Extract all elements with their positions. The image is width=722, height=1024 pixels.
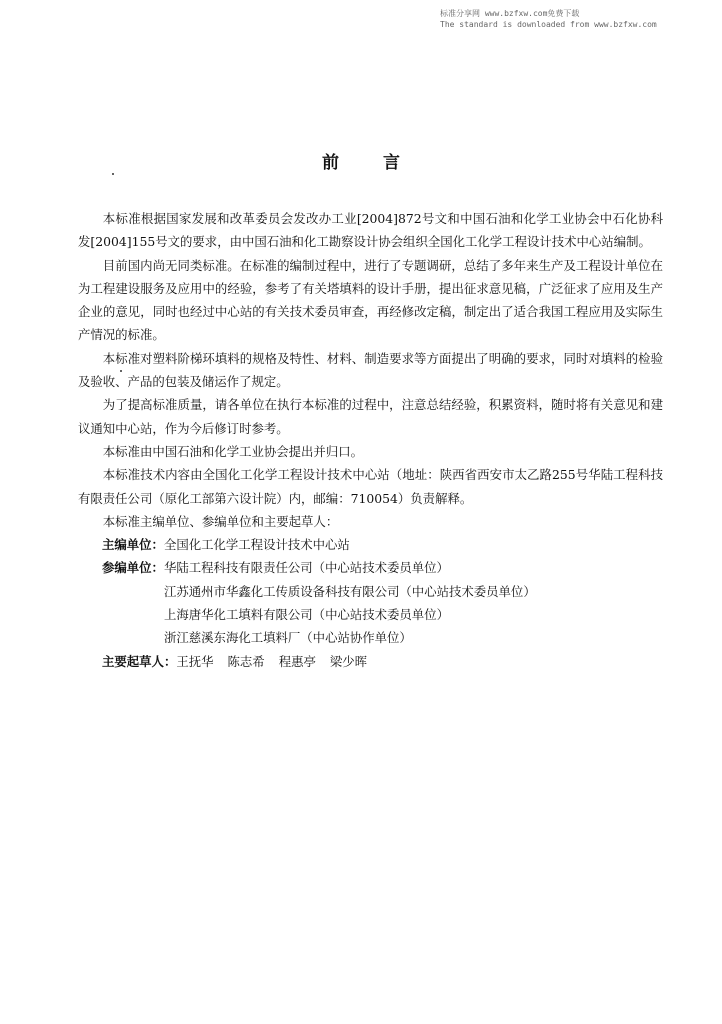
drafters-label: 主要起草人：	[102, 653, 177, 669]
drafter-name: 程惠亭	[278, 653, 316, 669]
paragraph-5: 本标准由中国石油和化学工业协会提出并归口。	[102, 443, 363, 459]
title-char-right: 言	[383, 153, 400, 173]
participating-unit-4: 浙江慈溪东海化工填料厂（中心站协作单位）	[164, 630, 412, 646]
chief-unit-label: 主编单位：	[102, 537, 164, 553]
chief-unit-line	[78, 533, 663, 556]
drafters-line	[78, 650, 663, 673]
chief-unit-value: 全国化工化学工程设计技术中心站	[163, 537, 350, 553]
participating-unit-line	[78, 556, 663, 579]
drafter-name: 陈志希	[227, 653, 265, 669]
watermark-line-2: The standard is downloaded from www.bzfxw.com	[440, 20, 657, 29]
participating-unit-label: 参编单位：	[102, 560, 164, 576]
watermark-line-1: 标准分享网 www.bzfxw.com免费下载	[440, 9, 580, 18]
drafter-name: 王抚华	[176, 653, 214, 669]
page-title	[0, 148, 722, 173]
participating-unit-2: 江苏通州市华鑫化工传质设备科技有限公司（中心站技术委员单位）	[164, 583, 536, 599]
title-char-left: 前	[322, 153, 339, 173]
paragraph-7: 本标准主编单位、参编单位和主要起草人：	[102, 513, 339, 529]
paragraph-3: 本标准对塑料阶梯环填料的规格及特性、材料、制造要求等方面提出了明确的要求，同时对填料的检验及验收、产品的包装及储运作了规定。	[78, 350, 663, 390]
watermark	[440, 8, 700, 30]
paragraph-6: 本标准技术内容由全国化工化学工程设计技术中心站（地址：陕西省西安市太乙路255号华陆工程科技有限责任公司（原化工部第六设计院）内，邮编：710054）负责解释。	[78, 467, 663, 506]
foreword-body	[78, 207, 663, 673]
paragraph-2: 目前国内尚无同类标准。在标准的编制过程中，进行了专题调研，总结了多年来生产及工程设计单位在为工程建设服务及应用中的经验，参考了有关塔填料的设计手册，提出征求意见稿，广泛征求了应用及生产企业的意见，同时也经过中心站的有关技术委员审查，再经修改定稿，制定出了适合我国工程应用及实际生产情况的标准。	[78, 257, 663, 343]
drafter-name: 梁少晖	[329, 653, 368, 669]
participating-unit-3: 上海唐华化工填料有限公司（中心站技术委员单位）	[164, 607, 449, 623]
participating-unit-1: 华陆工程科技有限责任公司（中心站技术委员单位）	[163, 560, 449, 576]
scan-dot	[112, 173, 114, 175]
paragraph-4: 为了提高标准质量，请各单位在执行本标准的过程中，注意总结经验，积累资料，随时将有关意见和建议通知中心站，作为今后修订时参考。	[78, 397, 663, 436]
paragraph-1: 本标准根据国家发展和改革委员会发改办工业[2004]872号文和中国石油和化学工业协会中石化协科发[2004]155号文的要求，由中国石油和化工勘察设计协会组织全国化工化学工程设计技术中心站编制。	[78, 211, 663, 250]
